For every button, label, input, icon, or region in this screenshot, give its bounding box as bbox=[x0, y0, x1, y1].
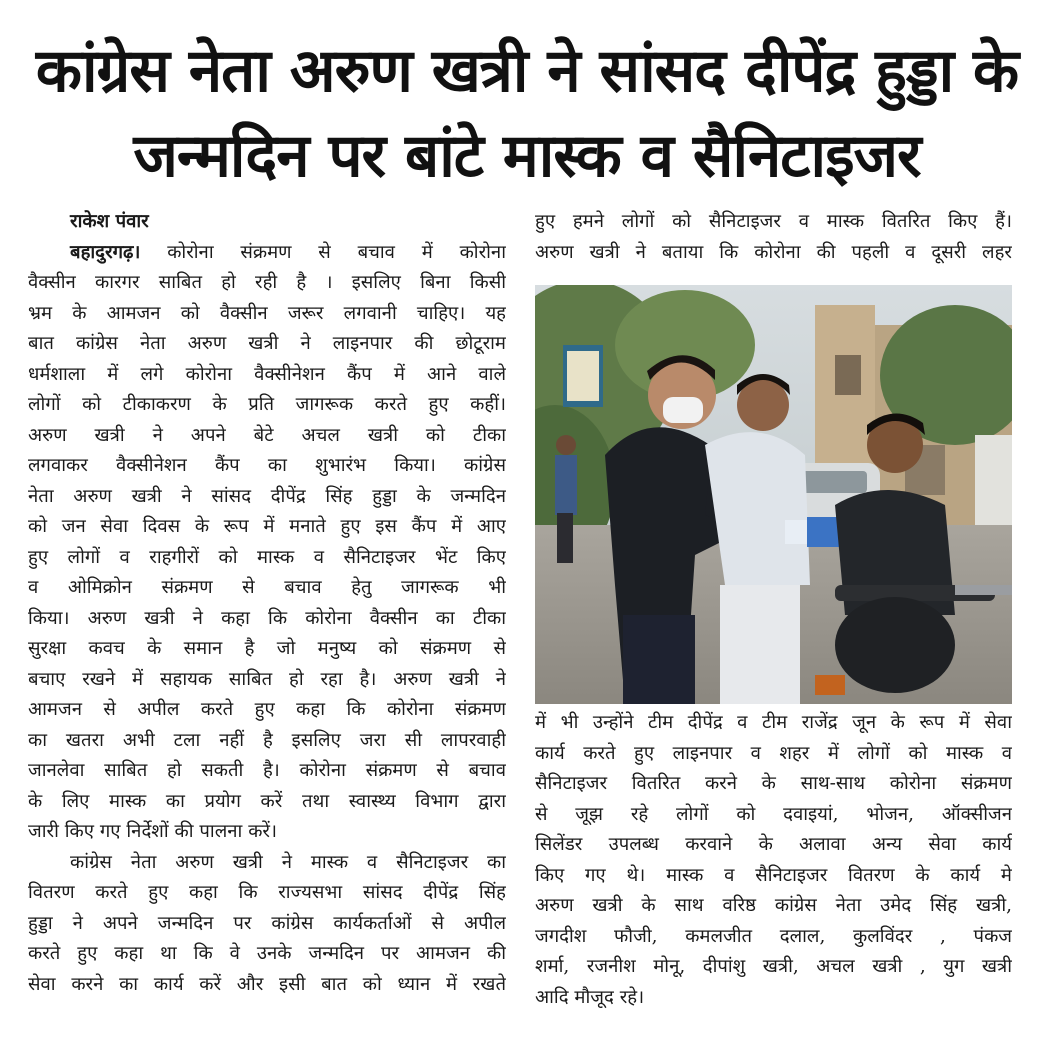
article-line: बात कांग्रेस नेता अरुण खत्री ने लाइनपार की छोटूराम bbox=[28, 333, 506, 354]
article-line: धर्मशाला में लगे कोरोना वैक्सीनेशन कैंप में आने वाले bbox=[28, 363, 506, 385]
article-line: वैक्सीन कारगर साबित हो रही है । इसलिए बिना किसी bbox=[28, 272, 506, 293]
article-line: के लिए मास्क का प्रयोग करें तथा स्वास्थ्य विभाग द्वारा bbox=[28, 790, 506, 812]
article-line: अरुण खत्री ने बताया कि कोरोना की पहली व दूसरी लहर bbox=[535, 241, 1012, 263]
article-line: हुए लोगों व राहगीरों को मास्क व सैनिटाइजर भेंट किए bbox=[28, 546, 506, 568]
photo-illustration bbox=[535, 285, 1012, 704]
article-line: शर्मा, रजनीश मोनू, दीपांशु खत्री, अचल खत्री , युग खत्री bbox=[535, 956, 1012, 977]
article-line: जारी किए गए निर्देशों की पालना करें। bbox=[28, 821, 277, 842]
article-line: सिलेंडर उपलब्ध करवाने के अलावा अन्य सेवा कार्य bbox=[535, 834, 1012, 855]
headline-line-2: जन्मदिन पर बांटे मास्क व सैनिटाइजर bbox=[133, 121, 921, 191]
article-line: वितरण करते हुए कहा कि राज्यसभा सांसद दीपेंद्र सिंह bbox=[28, 882, 506, 903]
article-line: अरुण खत्री के साथ वरिष्ठ कांग्रेस नेता उमेद सिंह खत्री, bbox=[535, 895, 1012, 916]
article-line: में भी उन्होंने टीम दीपेंद्र व टीम राजेंद्र जून के रूप में सेवा bbox=[535, 712, 1012, 733]
article-right-column-top bbox=[535, 207, 1012, 268]
article-line: कांग्रेस नेता अरुण खत्री ने मास्क व सैनिटाइजर का bbox=[70, 851, 506, 873]
article-line: किए गए थे। मास्क व सैनिटाइजर वितरण के कार्य मे bbox=[535, 864, 1012, 886]
article-line: को जन सेवा दिवस के रूप में मनाते हुए इस कैंप में आए bbox=[28, 516, 506, 537]
article-line: अरुण खत्री ने अपने बेटे अचल खत्री को टीका bbox=[28, 424, 506, 446]
article-line: सुरक्षा कवच के समान है जो मनुष्य को संक्रमण से bbox=[28, 638, 506, 659]
article-line: आमजन से अपील करते हुए कहा कि कोरोना संक्रमण bbox=[28, 699, 506, 720]
news-photo bbox=[535, 285, 1012, 704]
article-line: नेता अरुण खत्री ने सांसद दीपेंद्र सिंह हुड्डा के जन्मदिन bbox=[28, 485, 506, 507]
article-line: किया। अरुण खत्री ने कहा कि कोरोना वैक्सीन का टीका bbox=[28, 607, 506, 629]
article-line: कार्य करते हुए लाइनपार व शहर में लोगों को मास्क व bbox=[535, 742, 1012, 764]
headline-line-1: कांग्रेस नेता अरुण खत्री ने सांसद दीपेंद्र हुड्डा के bbox=[35, 36, 1019, 106]
dateline: बहादुरगढ़। bbox=[70, 241, 141, 263]
byline: राकेश पंवार bbox=[70, 211, 149, 232]
article-line: का खतरा अभी टला नहीं है इसलिए जरा सी लापरवाही bbox=[28, 729, 506, 751]
article-line: हुड्डा ने अपने जन्मदिन पर कांग्रेस कार्यकर्ताओं से अपील bbox=[28, 912, 506, 934]
article-line: से जूझ रहे लोगों को दवाइयां, भोजन, ऑक्सीजन bbox=[535, 803, 1012, 825]
article-line: आदि मौजूद रहे। bbox=[535, 986, 645, 1008]
article-line: लोगों को टीकाकरण के प्रति जागरूक करते हुए कहीं। bbox=[28, 394, 506, 415]
article-line: बहादुरगढ़। कोरोना संक्रमण से बचाव में कोरोना bbox=[70, 241, 506, 263]
article-line: करते हुए कहा था कि वे उनके जन्मदिन पर आमजन की bbox=[28, 943, 506, 964]
article-line: लगवाकर वैक्सीनेशन कैंप का शुभारंभ किया। कांग्रेस bbox=[28, 455, 506, 476]
article-line: जगदीश फौजी, कमलजीत दलाल, कुलविंदर , पंकज bbox=[535, 925, 1012, 947]
article-line: सैनिटाइजर वितरित करने के साथ-साथ कोरोना संक्रमण bbox=[535, 773, 1012, 794]
article-line: जानलेवा साबित हो सकती है। कोरोना संक्रमण से बचाव bbox=[28, 760, 506, 781]
article-line: व ओमिक्रोन संक्रमण से बचाव हेतु जागरूक भी bbox=[28, 577, 506, 598]
article-line: बचाए रखने में सहायक साबित हो रहा है। अरुण खत्री ने bbox=[28, 668, 506, 690]
article-left-column bbox=[28, 207, 506, 1000]
article-line: हुए हमने लोगों को सैनिटाइजर व मास्क वितरित किए हैं। bbox=[535, 211, 1012, 232]
article-line: सेवा करने का कार्य करें और इसी बात को ध्यान में रखते bbox=[28, 973, 506, 995]
article-right-column-bottom bbox=[535, 708, 1012, 1013]
article-line: भ्रम के आमजन को वैक्सीन जरूर लगवानी चाहिए। यह bbox=[28, 302, 506, 324]
